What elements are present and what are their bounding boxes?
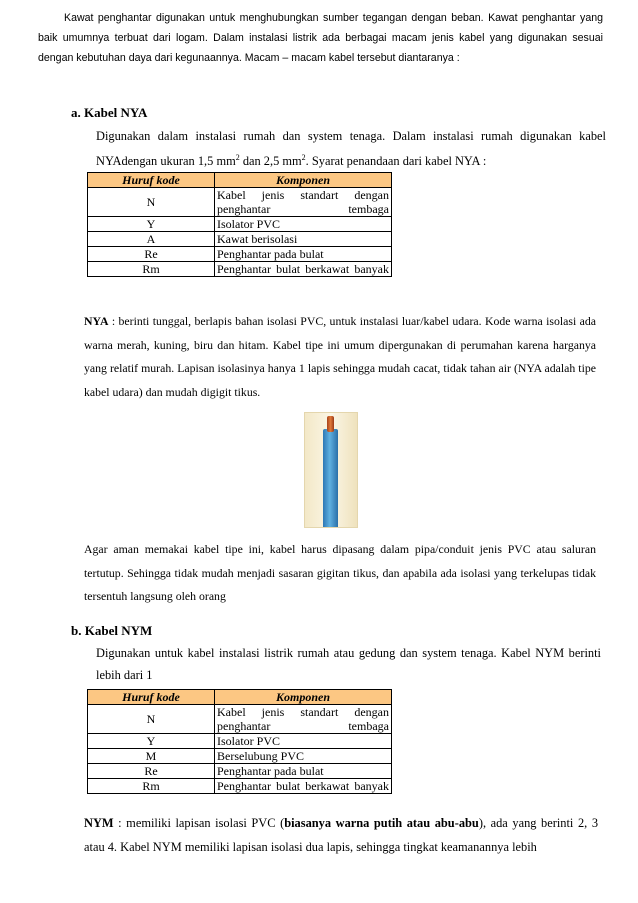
table-row: Y Isolator PVC: [88, 734, 392, 749]
table-row: M Berselubung PVC: [88, 749, 392, 764]
nya-safety-note: Agar aman memakai kabel tipe ini, kabel harus dipasang dalam pipa/conduit jenis PVC atau saluran tertutup. Sehingga tidak mudah menjadi sasaran gigitan tikus, dan apabila ada isolasi yang terkelupas tidak tersentuh langsung oleh orang: [84, 542, 596, 603]
nya-code-table: [87, 172, 392, 277]
nya-explanation: NYA : berinti tunggal, berlapis bahan isolasi PVC, untuk instalasi luar/kabel udara. Kode warna isolasi ada warna merah, kuning, biru dan hitam. Kabel tipe ini umum dipergunakan di perumahan karena harganya yang relatif murah. Lapisan isolasinya hanya 1 lapis sehingga mudah cacat, tidak tahan air (NYA adalah tipe kabel udara) dan mudah digigit tikus.: [84, 314, 596, 399]
table-header-code: Huruf kode: [88, 173, 215, 188]
table-row: A Kawat berisolasi: [88, 232, 392, 247]
cable-photo-icon: [304, 412, 358, 528]
table-row: Re Penghantar pada bulat: [88, 247, 392, 262]
table-row: Rm Penghantar bulat berkawat banyak: [88, 262, 392, 277]
heading-kabel-nya: a. Kabel NYA: [71, 105, 148, 120]
intro-paragraph: Kawat penghantar digunakan untuk menghubungkan sumber tegangan dengan beban. Kawat penghantar yang baik umumnya terbuat dari logam. Dalam instalasi listrik ada berbagai macam jenis kabel yang digunakan sesuai dengan kebutuhan daya dari kegunaannya. Macam – macam kabel tersebut diantaranya :: [38, 12, 603, 64]
nym-code-table: [87, 689, 392, 794]
table-row: N Kabel jenis standart dengan penghantar tembaga: [88, 188, 392, 217]
nya-description: Digunakan dalam instalasi rumah dan system tenaga. Dalam instalasi rumah digunakan kabel NYAdengan ukuran 1,5 $mm^2$ dan 2,5 $mm^2$. Syarat penandaan dari kabel NYA :: [96, 129, 606, 169]
table-header-code: Huruf kode: [88, 690, 215, 705]
table-row: Re Penghantar pada bulat: [88, 764, 392, 779]
table-row: N Kabel jenis standart dengan penghantar tembaga: [88, 705, 392, 734]
table-header-component: Komponen: [215, 690, 392, 705]
table-row: Y Isolator PVC: [88, 217, 392, 232]
nym-description: Digunakan untuk kabel instalasi listrik rumah atau gedung dan system tenaga. Kabel NYM berinti lebih dari 1: [96, 646, 601, 682]
nym-explanation: NYM : memiliki lapisan isolasi PVC (biasanya warna putih atau abu-abu), ada yang berinti 2, 3 atau 4. Kabel NYM memiliki lapisan isolasi dua lapis, sehingga tingkat keamanannya lebih: [84, 816, 599, 854]
table-row: Rm Penghantar bulat berkawat banyak: [88, 779, 392, 794]
table-header-component: Komponen: [215, 173, 392, 188]
heading-kabel-nym: b. Kabel NYM: [71, 623, 153, 638]
